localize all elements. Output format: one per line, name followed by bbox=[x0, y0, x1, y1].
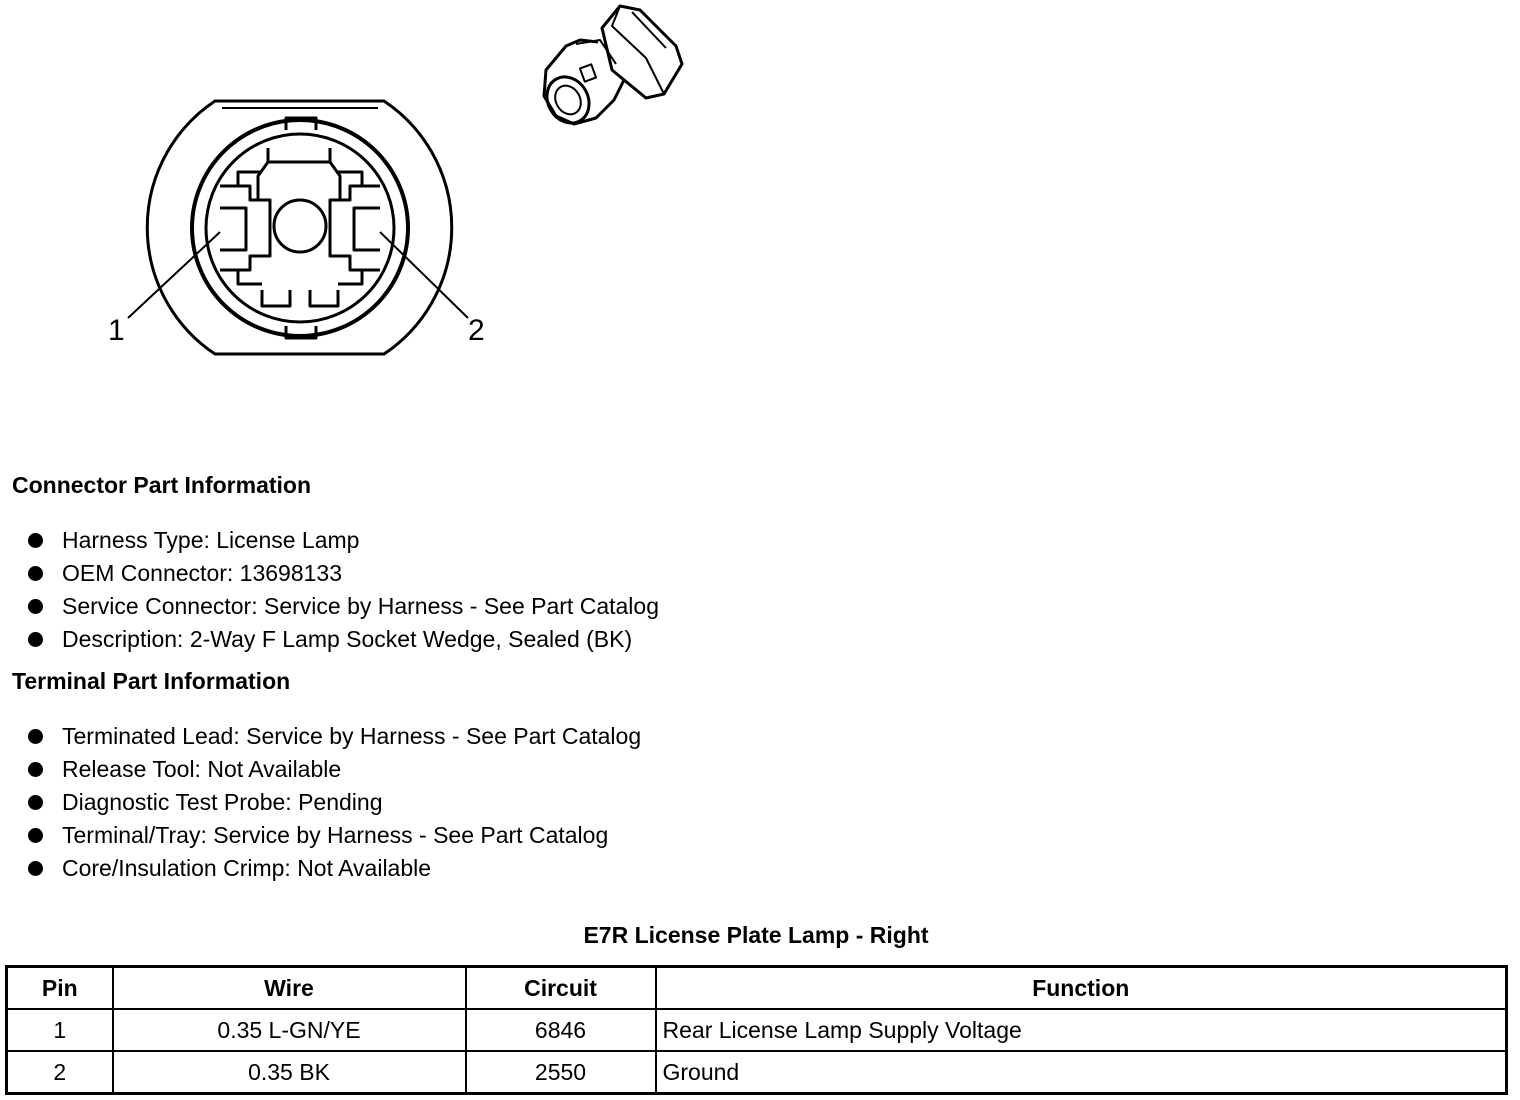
list-item: Release Tool: Not Available bbox=[28, 756, 641, 789]
cell-wire: 0.35 BK bbox=[113, 1051, 466, 1094]
cell-function: Rear License Lamp Supply Voltage bbox=[656, 1009, 1507, 1051]
list-item: Harness Type: License Lamp bbox=[28, 527, 659, 560]
cell-pin: 2 bbox=[7, 1051, 113, 1094]
leader-line-pin-2 bbox=[380, 232, 468, 318]
callout-pin-2: 2 bbox=[468, 314, 485, 347]
table-row bbox=[7, 1051, 1507, 1094]
connector-face-drawing bbox=[0, 0, 760, 420]
list-item: Description: 2-Way F Lamp Socket Wedge, Sealed (BK) bbox=[28, 626, 659, 659]
pinout-table bbox=[5, 965, 1508, 1095]
bullet-icon bbox=[28, 861, 43, 876]
cell-function: Ground bbox=[656, 1051, 1507, 1094]
list-item: Terminated Lead: Service by Harness - See Part Catalog bbox=[28, 723, 641, 756]
bullet-icon bbox=[28, 599, 43, 614]
header-wire: Wire bbox=[113, 967, 466, 1010]
leader-line-pin-1 bbox=[128, 232, 220, 318]
connector-inner-ring bbox=[192, 120, 408, 336]
bullet-icon bbox=[28, 795, 43, 810]
header-pin: Pin bbox=[7, 967, 113, 1010]
list-item: Core/Insulation Crimp: Not Available bbox=[28, 855, 641, 888]
bullet-icon bbox=[28, 729, 43, 744]
bullet-icon bbox=[28, 632, 43, 647]
connector-info-list bbox=[28, 527, 659, 659]
cell-circuit: 2550 bbox=[466, 1051, 656, 1094]
header-function: Function bbox=[656, 967, 1507, 1010]
connector-isometric-view bbox=[539, 6, 682, 131]
bullet-icon bbox=[28, 828, 43, 843]
callout-pin-1: 1 bbox=[108, 314, 125, 347]
cell-wire: 0.35 L-GN/YE bbox=[113, 1009, 466, 1051]
list-item: OEM Connector: 13698133 bbox=[28, 560, 659, 593]
bullet-icon bbox=[28, 762, 43, 777]
list-item: Terminal/Tray: Service by Harness - See Part Catalog bbox=[28, 822, 641, 855]
bullet-icon bbox=[28, 533, 43, 548]
header-circuit: Circuit bbox=[466, 967, 656, 1010]
terminal-info-heading: Terminal Part Information bbox=[12, 668, 291, 694]
bullet-icon bbox=[28, 566, 43, 581]
center-post bbox=[274, 200, 326, 252]
table-header-row bbox=[7, 967, 1507, 1010]
list-item: Service Connector: Service by Harness - See Part Catalog bbox=[28, 593, 659, 626]
connector-info-heading: Connector Part Information bbox=[12, 472, 312, 498]
list-item: Diagnostic Test Probe: Pending bbox=[28, 789, 641, 822]
cell-pin: 1 bbox=[7, 1009, 113, 1051]
cell-circuit: 6846 bbox=[466, 1009, 656, 1051]
table-title: E7R License Plate Lamp - Right bbox=[583, 922, 929, 948]
terminal-info-list bbox=[28, 723, 641, 888]
table-row bbox=[7, 1009, 1507, 1051]
